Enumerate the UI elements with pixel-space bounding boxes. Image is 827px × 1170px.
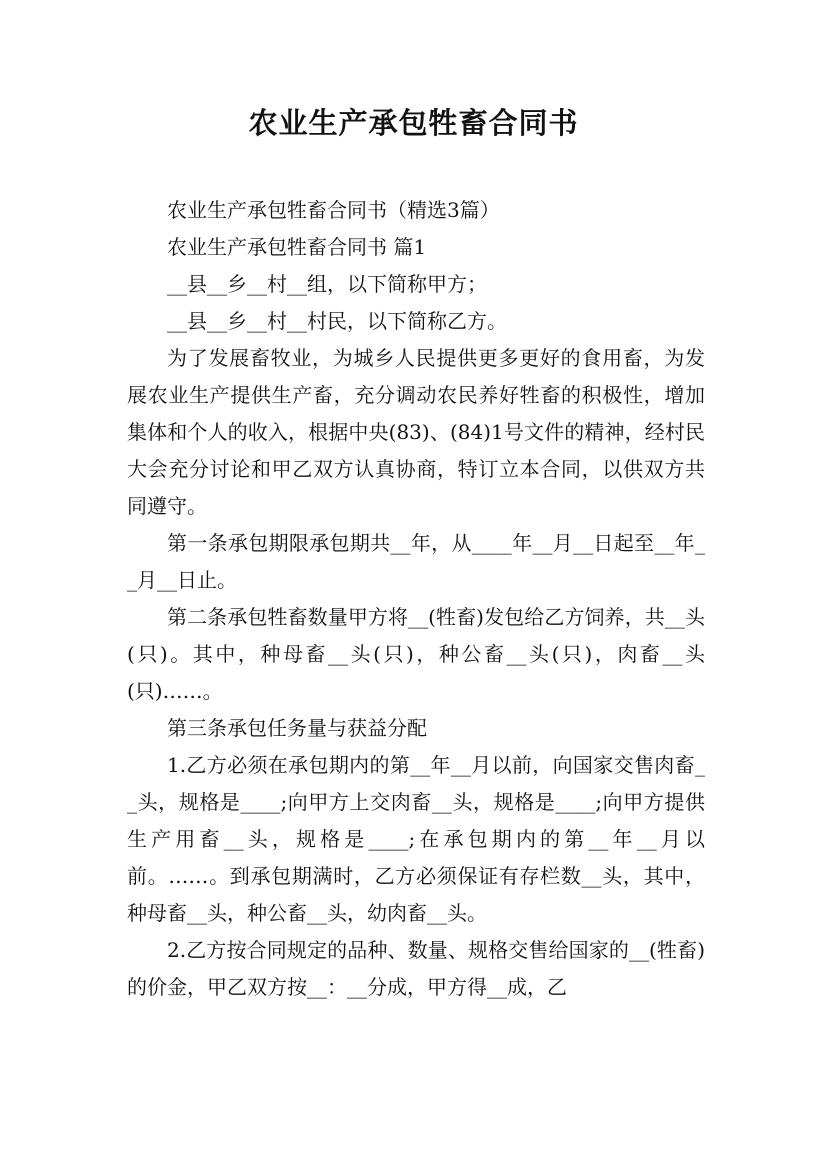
paragraph-subtitle: 农业生产承包牲畜合同书（精选3篇）	[167, 198, 500, 222]
paragraph-party-a: __县__乡__村__组，以下简称甲方；	[167, 272, 487, 296]
paragraph-section-heading: 农业生产承包牲畜合同书 篇1	[167, 235, 427, 259]
paragraph-party-b: __县__乡__村__村民，以下简称乙方。	[167, 309, 507, 333]
paragraph-article-3-item-1: 1.乙方必须在承包期内的第__年__月以前，向国家交售肉畜__头，规格是____;向甲方上交肉畜__头，规格是____;向甲方提供生产用畜__头，规格是____;在承包期内的第__年__月以前。……。到承包期满时，乙方必须保证有存栏数__头，其中，种母畜__头，种公畜__头，幼肉畜__头。	[127, 753, 705, 925]
document-title: 农业生产承包牲畜合同书	[248, 106, 579, 140]
document-body	[127, 192, 705, 1006]
paragraph-article-3-item-2: 2.乙方按合同规定的品种、数量、规格交售给国家的__(牲畜)的价金，甲乙双方按__：__分成，甲方得__成，乙	[127, 938, 705, 999]
paragraph-article-2: 第二条承包牲畜数量甲方将__(牲畜)发包给乙方饲养，共__头(只)。其中，种母畜__头(只)，种公畜__头(只)，肉畜__头(只)……。	[127, 605, 705, 703]
paragraph-preamble: 为了发展畜牧业，为城乡人民提供更多更好的食用畜，为发展农业生产提供生产畜，充分调动农民养好牲畜的积极性，增加集体和个人的收入，根据中央(83)、(84)1号文件的精神，经村民大会充分讨论和甲乙双方认真协商，特订立本合同，以供双方共同遵守。	[127, 346, 705, 518]
paragraph-article-1: 第一条承包期限承包期共__年，从____年__月__日起至__年__月__日止。	[127, 531, 705, 592]
paragraph-article-3-heading: 第三条承包任务量与获益分配	[167, 716, 427, 740]
